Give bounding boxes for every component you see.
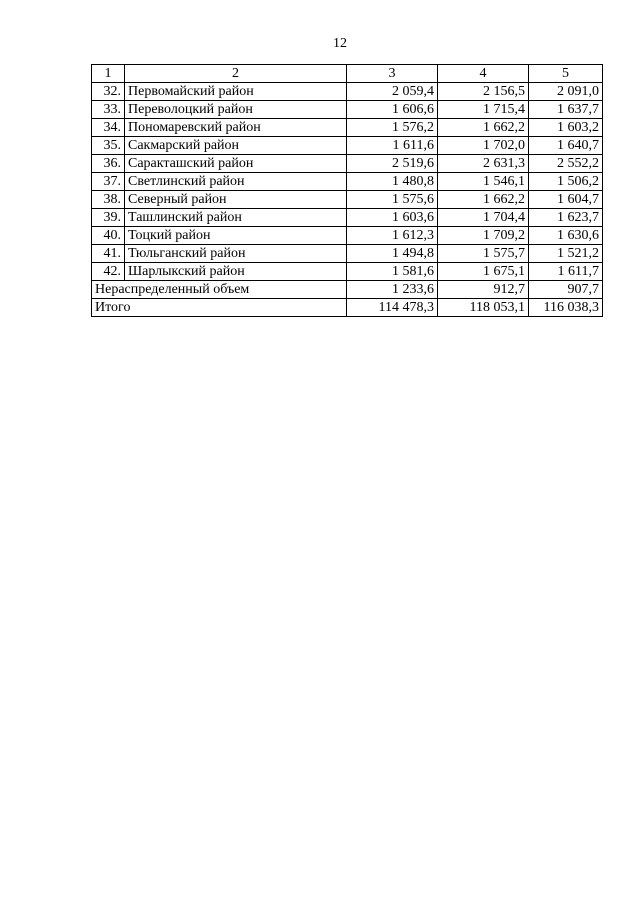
row-number: 32. bbox=[92, 83, 125, 101]
table-row bbox=[92, 83, 603, 101]
header-col-5: 5 bbox=[529, 65, 603, 83]
value-col-4: 2 631,3 bbox=[438, 155, 529, 173]
district-name: Светлинский район bbox=[125, 173, 347, 191]
row-number: 39. bbox=[92, 209, 125, 227]
value-col-4: 1 662,2 bbox=[438, 119, 529, 137]
total-value-5: 116 038,3 bbox=[529, 299, 603, 317]
value-col-4: 1 702,0 bbox=[438, 137, 529, 155]
value-col-4: 1 715,4 bbox=[438, 101, 529, 119]
value-col-5: 2 091,0 bbox=[529, 83, 603, 101]
allocation-table bbox=[91, 64, 603, 317]
unallocated-value-5: 907,7 bbox=[529, 281, 603, 299]
district-name: Ташлинский район bbox=[125, 209, 347, 227]
row-number: 34. bbox=[92, 119, 125, 137]
value-col-3: 1 612,3 bbox=[347, 227, 438, 245]
value-col-3: 1 581,6 bbox=[347, 263, 438, 281]
value-col-4: 1 709,2 bbox=[438, 227, 529, 245]
header-col-1: 1 bbox=[92, 65, 125, 83]
total-value-4: 118 053,1 bbox=[438, 299, 529, 317]
value-col-5: 1 637,7 bbox=[529, 101, 603, 119]
value-col-3: 1 480,8 bbox=[347, 173, 438, 191]
value-col-3: 1 575,6 bbox=[347, 191, 438, 209]
unallocated-value-4: 912,7 bbox=[438, 281, 529, 299]
page-number: 12 bbox=[333, 36, 347, 51]
value-col-3: 2 059,4 bbox=[347, 83, 438, 101]
row-number: 41. bbox=[92, 245, 125, 263]
value-col-5: 1 506,2 bbox=[529, 173, 603, 191]
district-name: Саракташский район bbox=[125, 155, 347, 173]
table-row bbox=[92, 209, 603, 227]
district-name: Пономаревский район bbox=[125, 119, 347, 137]
district-name: Тюльганский район bbox=[125, 245, 347, 263]
value-col-4: 1 546,1 bbox=[438, 173, 529, 191]
row-number: 42. bbox=[92, 263, 125, 281]
value-col-5: 1 604,7 bbox=[529, 191, 603, 209]
table-row bbox=[92, 263, 603, 281]
total-label: Итого bbox=[92, 299, 347, 317]
district-name: Переволоцкий район bbox=[125, 101, 347, 119]
value-col-5: 1 630,6 bbox=[529, 227, 603, 245]
value-col-3: 1 611,6 bbox=[347, 137, 438, 155]
row-number: 37. bbox=[92, 173, 125, 191]
value-col-5: 1 603,2 bbox=[529, 119, 603, 137]
value-col-5: 1 623,7 bbox=[529, 209, 603, 227]
district-name: Северный район bbox=[125, 191, 347, 209]
value-col-3: 1 576,2 bbox=[347, 119, 438, 137]
row-number: 40. bbox=[92, 227, 125, 245]
value-col-4: 1 675,1 bbox=[438, 263, 529, 281]
header-row bbox=[92, 65, 603, 83]
table-body bbox=[92, 65, 603, 281]
district-name: Тоцкий район bbox=[125, 227, 347, 245]
table-row bbox=[92, 155, 603, 173]
table-row bbox=[92, 119, 603, 137]
header-col-4: 4 bbox=[438, 65, 529, 83]
row-number: 33. bbox=[92, 101, 125, 119]
header-col-2: 2 bbox=[125, 65, 347, 83]
value-col-4: 1 704,4 bbox=[438, 209, 529, 227]
table-row bbox=[92, 245, 603, 263]
unallocated-label: Нераспределенный объем bbox=[92, 281, 347, 299]
value-col-4: 2 156,5 bbox=[438, 83, 529, 101]
table-row bbox=[92, 191, 603, 209]
value-col-4: 1 662,2 bbox=[438, 191, 529, 209]
header-col-3: 3 bbox=[347, 65, 438, 83]
value-col-5: 1 611,7 bbox=[529, 263, 603, 281]
table-footer bbox=[92, 281, 603, 317]
table-row bbox=[92, 227, 603, 245]
unallocated-value-3: 1 233,6 bbox=[347, 281, 438, 299]
table-row bbox=[92, 137, 603, 155]
value-col-3: 1 606,6 bbox=[347, 101, 438, 119]
table-row bbox=[92, 173, 603, 191]
value-col-5: 2 552,2 bbox=[529, 155, 603, 173]
table-row bbox=[92, 101, 603, 119]
value-col-5: 1 521,2 bbox=[529, 245, 603, 263]
row-number: 35. bbox=[92, 137, 125, 155]
district-name: Первомайский район bbox=[125, 83, 347, 101]
district-name: Сакмарский район bbox=[125, 137, 347, 155]
row-number: 38. bbox=[92, 191, 125, 209]
value-col-4: 1 575,7 bbox=[438, 245, 529, 263]
value-col-3: 2 519,6 bbox=[347, 155, 438, 173]
district-name: Шарлыкский район bbox=[125, 263, 347, 281]
value-col-3: 1 494,8 bbox=[347, 245, 438, 263]
unallocated-row bbox=[92, 281, 603, 299]
row-number: 36. bbox=[92, 155, 125, 173]
total-row bbox=[92, 299, 603, 317]
total-value-3: 114 478,3 bbox=[347, 299, 438, 317]
value-col-3: 1 603,6 bbox=[347, 209, 438, 227]
value-col-5: 1 640,7 bbox=[529, 137, 603, 155]
